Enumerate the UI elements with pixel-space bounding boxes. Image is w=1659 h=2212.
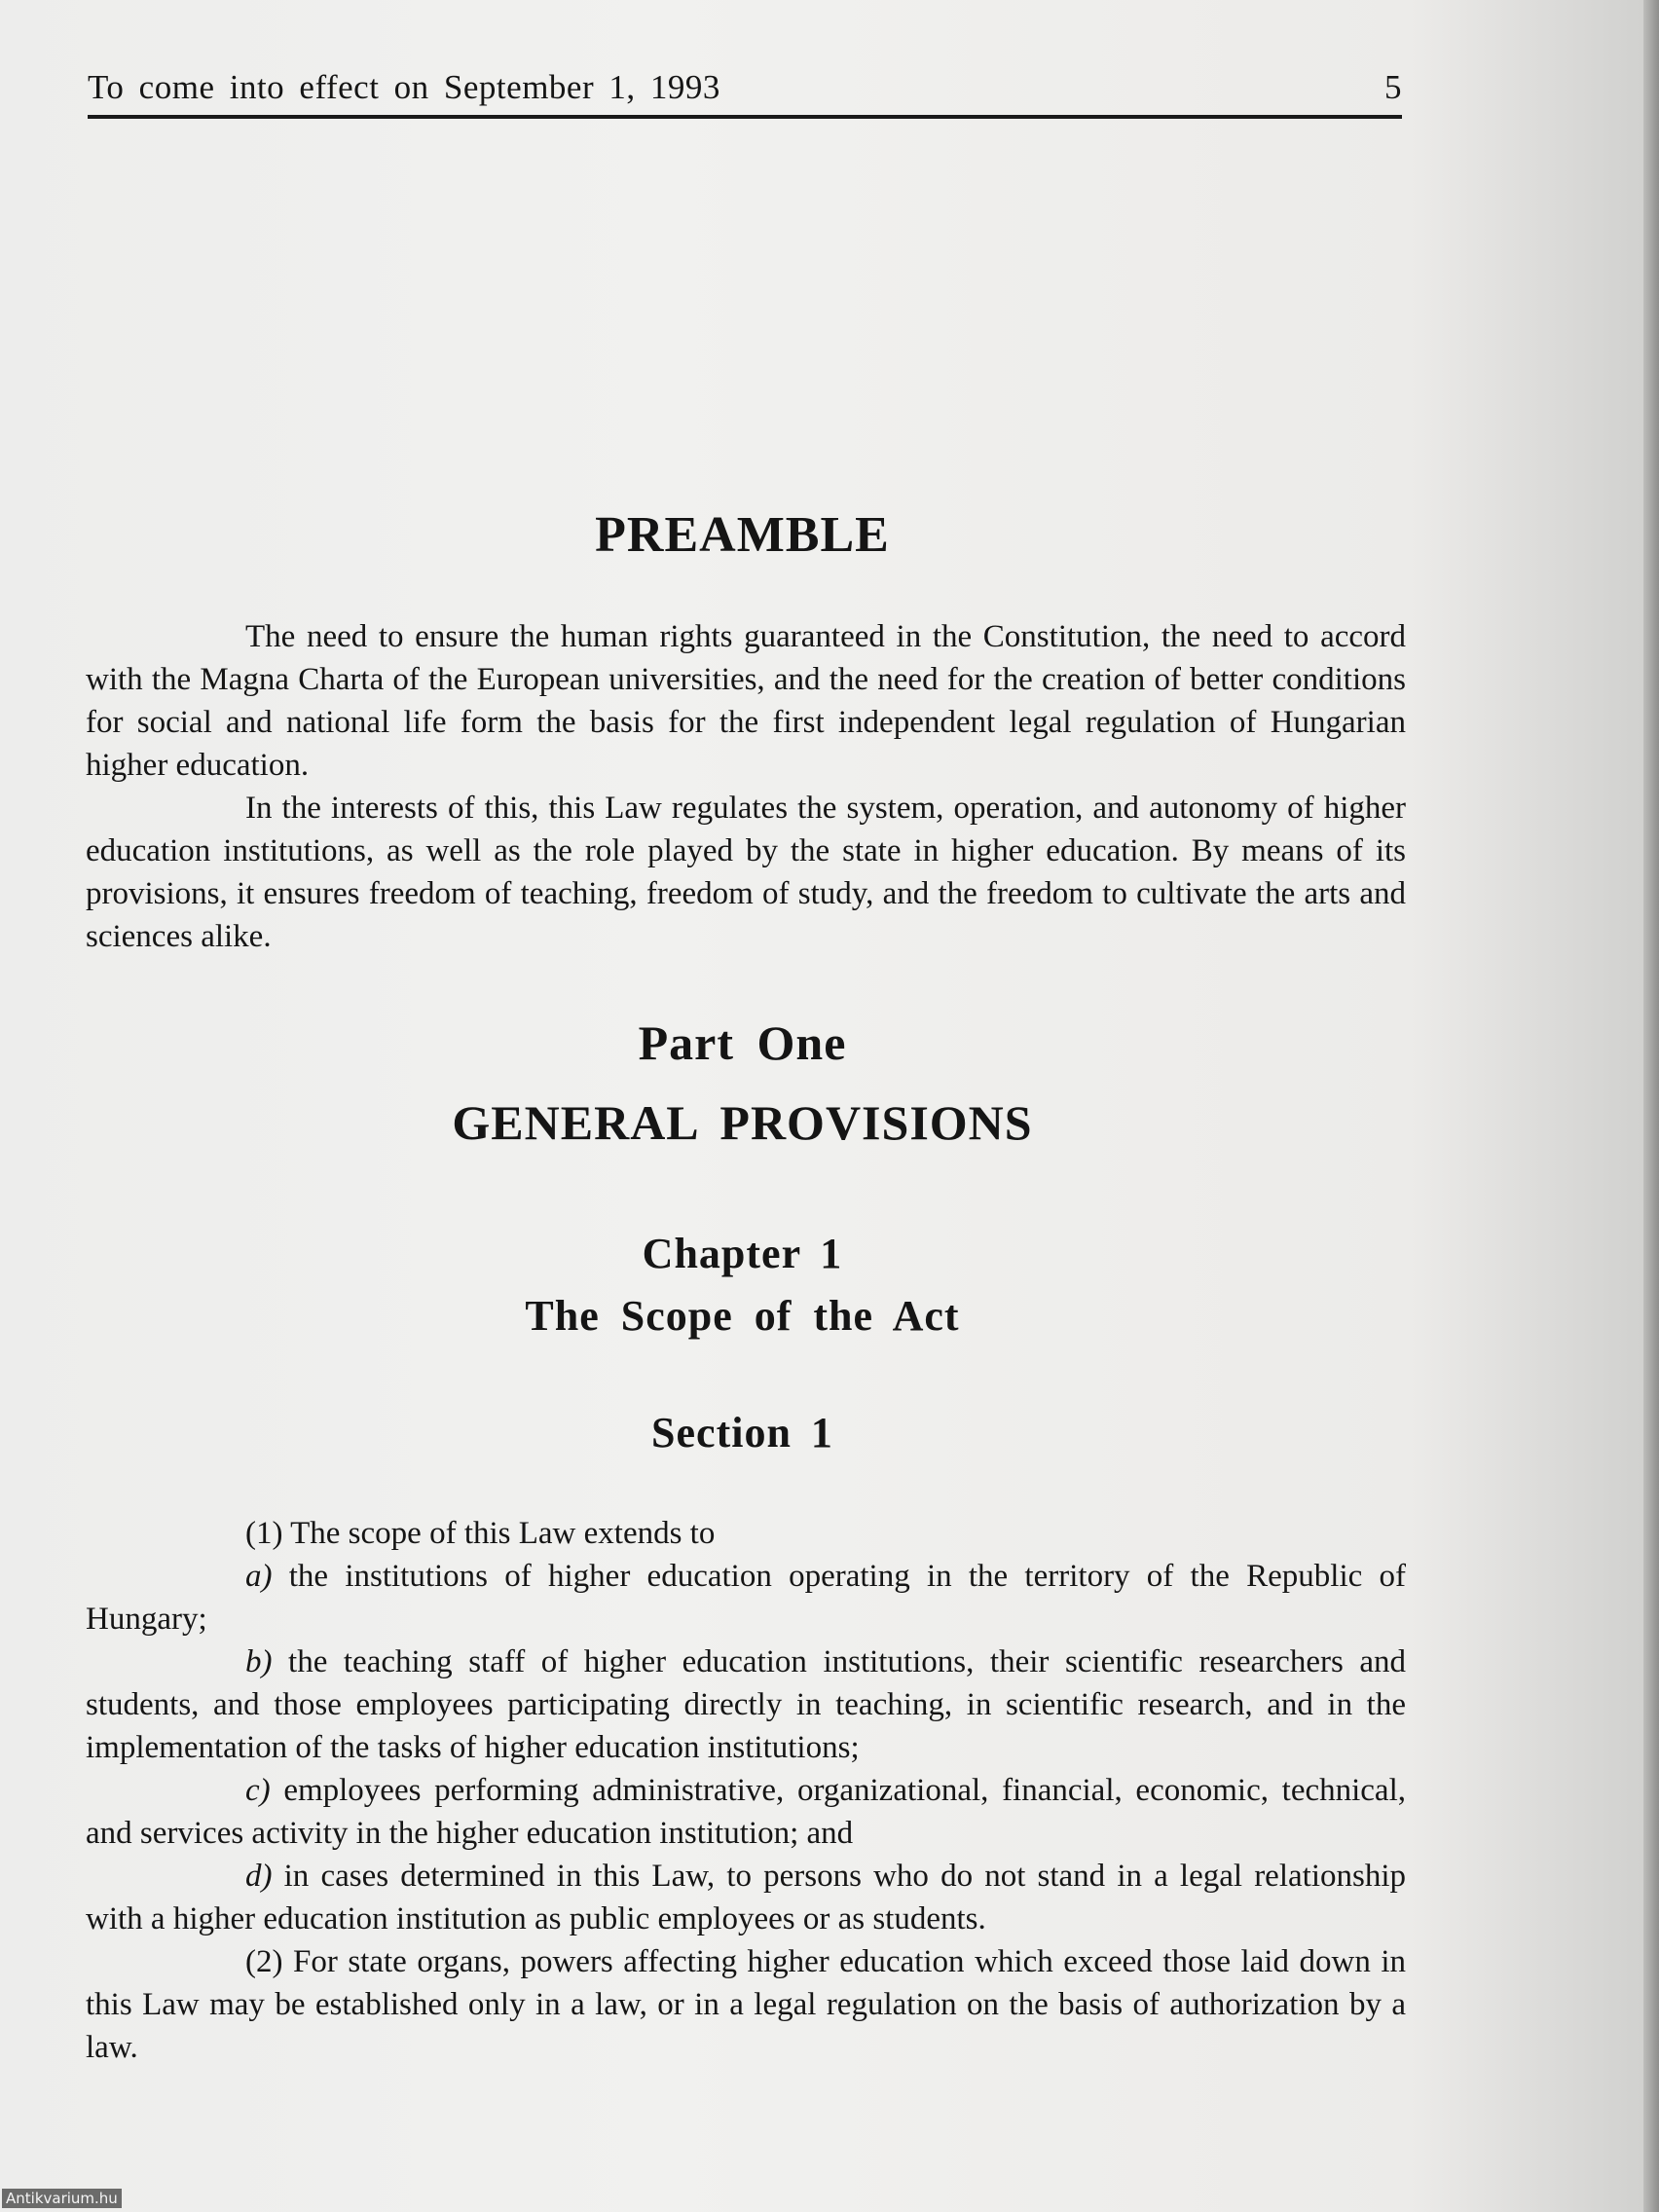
- item-text: employees performing administrative, organizational, financial, economic, technical, and services activity in the higher education institution; and: [86, 1773, 1406, 1851]
- preamble-text: [86, 615, 1406, 958]
- item-marker: d): [245, 1859, 273, 1894]
- part-subtitle: GENERAL PROVISIONS: [452, 1095, 1033, 1150]
- item-marker: b): [245, 1644, 273, 1679]
- chapter-subtitle: The Scope of the Act: [525, 1292, 960, 1340]
- item-text: the institutions of higher education operating in the territory of the Republic of Hungary;: [86, 1559, 1406, 1637]
- item-text: in cases determined in this Law, to persons who do not stand in a legal relationship with a higher education institution as public employees or as students.: [86, 1859, 1406, 1936]
- chapter-title: Chapter 1: [642, 1230, 843, 1277]
- item-marker: a): [245, 1559, 273, 1594]
- item-text: the teaching staff of higher education institutions, their scientific researchers and students, and those employees participating directly in teaching, in scientific research, and in the implementation of the tasks of higher education institutions;: [86, 1644, 1406, 1765]
- running-head: [88, 64, 1402, 119]
- preamble-paragraph-1: The need to ensure the human rights guaranteed in the Constitution, the need to accord with the Magna Charta of the European universities, and the need for the creation of better conditions for social and national life form the basis for the first independent legal regulation of Hungarian higher education.: [86, 619, 1406, 783]
- section-item-a: [86, 1555, 1406, 1641]
- section-item-c: [86, 1769, 1406, 1855]
- preamble-heading: PREAMBLE: [595, 507, 890, 563]
- section-intro: (1) The scope of this Law extends to: [245, 1516, 716, 1551]
- part-title: Part One: [638, 1015, 847, 1070]
- watermark: Antikvarium.hu: [2, 2189, 122, 2208]
- page-number: 5: [1384, 68, 1402, 106]
- section-text: [86, 1512, 1406, 2069]
- section-paragraph-2: (2) For state organs, powers affecting higher education which exceed those laid down in this Law may be established only in a law, or in a legal regulation on the basis of authorization by a law.: [86, 1944, 1406, 2065]
- section-item-d: [86, 1855, 1406, 1940]
- running-head-title: To come into effect on September 1, 1993: [88, 68, 720, 106]
- preamble-paragraph-2: In the interests of this, this Law regulates the system, operation, and autonomy of higher education institutions, as well as the role played by the state in higher education. By means of its provisions, it ensures freedom of teaching, freedom of study, and the freedom to cultivate the arts and sciences alike.: [86, 791, 1406, 954]
- section-title: Section 1: [651, 1409, 833, 1456]
- item-marker: c): [245, 1773, 271, 1808]
- page-edge-shadow: [1643, 0, 1659, 2212]
- section-item-b: [86, 1641, 1406, 1769]
